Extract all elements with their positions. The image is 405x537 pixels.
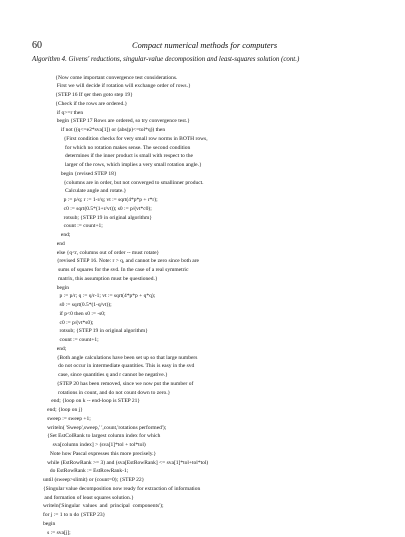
code-line: Note how Pascal expresses this more precisely.} <box>32 450 392 459</box>
code-line: {STEP 16 If qer then goto step 19} <box>32 91 392 100</box>
code-line: begin {revised STEP 18} <box>32 170 392 179</box>
code-line: if not ((q<=e2*sva[1]) or (abs(p)<=tol*q)) then <box>32 126 392 135</box>
code-line: end; {loop on k -- end-loop is STEP 21} <box>32 397 392 406</box>
code-line: end <box>32 240 392 249</box>
code-line: begin <box>32 520 392 529</box>
code-line: writeln( 'Sweep',sweep,' ',count,'rotations performed'); <box>32 424 392 433</box>
code-line: {revised STEP 16. Note: r > q, and cannot be zero since both are <box>32 257 392 266</box>
code-line: until (sweep>slimit) or (count=0); {STEP 22} <box>32 476 392 485</box>
code-line: rotsub; {STEP 19 in original algorithm} <box>32 214 392 223</box>
page-header <box>32 40 392 52</box>
code-line: if p<0 then s0 := -s0; <box>32 310 392 319</box>
code-line: sweep := sweep +1; <box>32 415 392 424</box>
code-line: {Check if the rows are ordered.} <box>32 100 392 109</box>
code-line: writeln('Singular values and principal components'); <box>32 502 392 511</box>
code-line: determines if the inner product is small with respect to the <box>32 152 392 161</box>
code-line: c0 := p/(vt*s0); <box>32 319 392 328</box>
code-line: count := count+1; <box>32 222 392 231</box>
code-line: rotations in count, and do not count down to zero.} <box>32 389 392 398</box>
code-line: s := sva[j]; <box>32 529 392 537</box>
code-line: c0 := sqrt(0.5*(1+r/vt)); s0 := p/(vt*c0); <box>32 205 392 214</box>
code-line: end; <box>32 231 392 240</box>
code-line: sva[column index] > (sva[1]*tol + tol*tol) <box>32 441 392 450</box>
page-number: 60 <box>32 40 42 52</box>
code-line: rotsub; {STEP 19 in original algorithm} <box>32 327 392 336</box>
algorithm-caption: Algorithm 4. Givens' reductions, singular-value decomposition and least-squares solution (cont.) <box>32 56 382 65</box>
code-line: {Set EstColRank to largest column index for which <box>32 432 392 441</box>
code-line: {Now come important convergence test considerations. <box>32 74 392 83</box>
running-head: Compact numerical methods for computers <box>132 40 277 52</box>
code-line: Calculate angle and rotate.} <box>32 187 392 196</box>
code-line: while (EstRowRank >= 3) and (sva[EstRowRank] <= sva[1]*tol+tol*tol) <box>32 459 392 468</box>
code-line: begin <box>32 284 392 293</box>
code-line: {columns are in order, but not converged to smallinner product. <box>32 179 392 188</box>
code-line: for j := 1 to n do {STEP 23} <box>32 511 392 520</box>
code-line: p := p/q; r := 1-r/q; vt := sqrt(4*p*p + r*r); <box>32 196 392 205</box>
code-line: s0 := sqrt(0.5*(1-q/vt)); <box>32 301 392 310</box>
code-line: case, since quantities q and r cannot be negative.} <box>32 371 392 380</box>
code-line: end; {loop on j} <box>32 406 392 415</box>
code-line: sums of squares for the svd. In the case of a real symmetric <box>32 266 392 275</box>
code-line: {Singular value decomposition now ready for extraction of information <box>32 485 392 494</box>
code-line: {Both angle calculations have been set up so that large numbers <box>32 354 392 363</box>
code-line: p := p/r; q := q/r-1; vt := sqrt(4*p*p + q*q); <box>32 292 392 301</box>
code-line: larger of the rows, which implies a very small rotation angle.} <box>32 161 392 170</box>
code-line: and formation of least squares solution.} <box>32 494 392 503</box>
code-line: {First condition checks for very small row norms in BOTH rows, <box>32 135 392 144</box>
code-line: if q>=r then <box>32 109 392 118</box>
code-line: do not occur in intermediate quantities. This is easy in the svd <box>32 362 392 371</box>
code-line: do EstRowRank := EstRowRank-1; <box>32 467 392 476</box>
code-line: for which no rotation makes sense. The second condition <box>32 144 392 153</box>
code-line: count := count+1; <box>32 336 392 345</box>
code-line: matrix, this assumption must be questioned.} <box>32 275 392 284</box>
code-line: end; <box>32 345 392 354</box>
code-line: First we will decide if rotation will exchange order of rows.} <box>32 82 392 91</box>
code-listing <box>32 74 392 537</box>
code-line: begin {STEP 17 Rows are ordered, so try convergence test.} <box>32 117 392 126</box>
code-line: else {q<r, columns out of order -- must rotate} <box>32 249 392 258</box>
code-line: {STEP 20 has been removed, since we now put the number of <box>32 380 392 389</box>
